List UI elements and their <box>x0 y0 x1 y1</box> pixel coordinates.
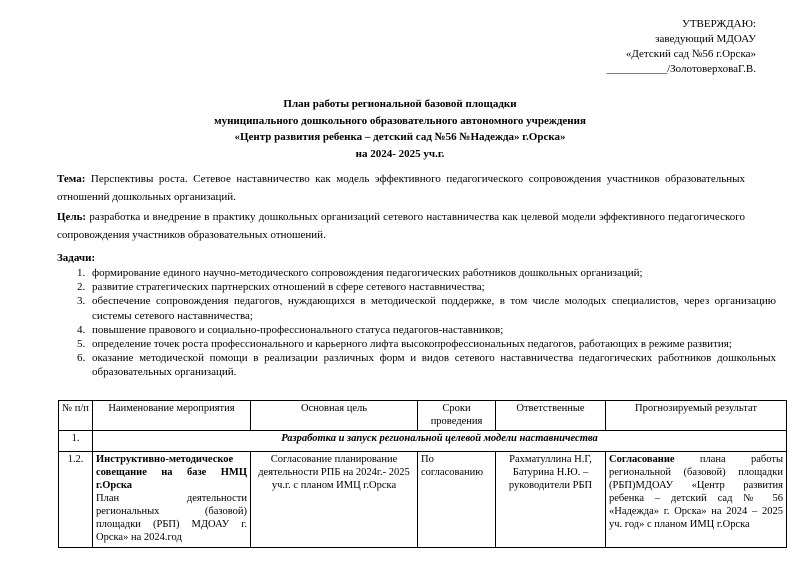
result-text: плана работы региональной (базовой) площадки (РБП)МДОАУ «Центр развития ребенка – детский сад № 56 «Надежда» г. Орска» на 2024 – 2025 уч. год» с планом ИМЦ г.Орска <box>609 454 784 530</box>
goal-label: Цель: <box>57 211 87 223</box>
task-item: 3. обеспечение сопровождения педагогов, нуждающихся в методической поддержке, в том числе молодых специалистов, через организацию системы сетевого наставничества; <box>88 294 776 322</box>
document-title <box>0 96 800 162</box>
tasks-heading: Задачи: <box>57 252 96 264</box>
theme-label: Тема: <box>57 173 86 185</box>
header-number: № п/п <box>59 401 93 431</box>
section-number: 1. <box>59 431 93 452</box>
title-line-3: «Центр развития ребенка – детский сад №56 №Надежда» г.Орска» <box>234 131 566 143</box>
tasks-list <box>57 266 776 380</box>
approval-signature-line: ___________/ЗолотоверховаГ.В. <box>606 63 756 75</box>
approval-line-approve: УТВЕРЖДАЮ: <box>682 18 756 30</box>
row-purpose-cell: Согласование планирование деятельности РПБ на 2024г.- 2025 уч.г. с планом ИМЦ г.Орска <box>251 452 418 548</box>
task-item: 6. оказание методической помощи в реализации различных форм и видов сетевого наставничества педагогических работников дошкольных образовательных организаций. <box>88 351 776 379</box>
result-lead-word: Согласование <box>609 454 675 465</box>
table-row <box>59 452 787 548</box>
row-number-cell: 1.2. <box>59 452 93 548</box>
goal-paragraph <box>57 209 745 244</box>
row-event-cell <box>93 452 251 548</box>
header-responsible: Ответственные <box>496 401 606 431</box>
theme-text: Перспективы роста. Сетевое наставничество как модель эффективного педагогического сопровождения участников образовательных отношений дошкольных организаций. <box>57 173 746 203</box>
approval-line-org: «Детский сад №56 г.Орска» <box>625 48 756 60</box>
task-item: 1. формирование единого научно-методического сопровождения педагогических работников дошкольных организаций; <box>88 266 776 280</box>
goal-text: разработка и внедрение в практику дошкольных организаций сетевого наставничества как целевой модели эффективного педагогического сопровождения участников образовательных отношений. <box>57 211 745 241</box>
row-responsible-cell: Рахматуллина Н.Г, Батурина Н.Ю. – руководители РБП <box>496 452 606 548</box>
header-event: Наименование мероприятия <box>93 401 251 431</box>
row-dates-cell: По согласованию <box>418 452 496 548</box>
event-description: План деятельности региональных (базовой) площадки (РБП) МДОАУ г. Орска» на 2024.год <box>96 493 247 543</box>
task-item: 2. развитие стратегических партнерских отношений в сфере сетевого наставничества; <box>88 280 776 294</box>
header-purpose: Основная цель <box>251 401 418 431</box>
approval-line-position: заведующий МДОАУ <box>655 33 756 45</box>
event-title: Инструктивно-методическое совещание на базе НМЦ г.Орска <box>96 454 247 491</box>
title-line-1: План работы региональной базовой площадки <box>283 98 517 110</box>
plan-table <box>58 400 787 548</box>
section-row <box>59 431 787 452</box>
header-result: Прогнозируемый результат <box>606 401 787 431</box>
row-result-cell <box>606 452 787 548</box>
theme-paragraph <box>57 171 745 206</box>
approval-block <box>607 17 756 77</box>
section-title: Разработка и запуск региональной целевой модели наставничества <box>93 431 787 452</box>
title-line-4: на 2024- 2025 уч.г. <box>355 147 445 160</box>
task-item: 4. повышение правового и социально-профессионального статуса педагогов-наставников; <box>88 323 776 337</box>
header-dates: Сроки проведения <box>418 401 496 431</box>
table-header-row <box>59 401 787 431</box>
title-line-2: муниципального дошкольного образовательного автономного учреждения <box>214 114 586 127</box>
task-item: 5. определение точек роста профессионального и карьерного лифта высокопрофессиональных педагогов, работающих в режиме развития; <box>88 337 776 351</box>
